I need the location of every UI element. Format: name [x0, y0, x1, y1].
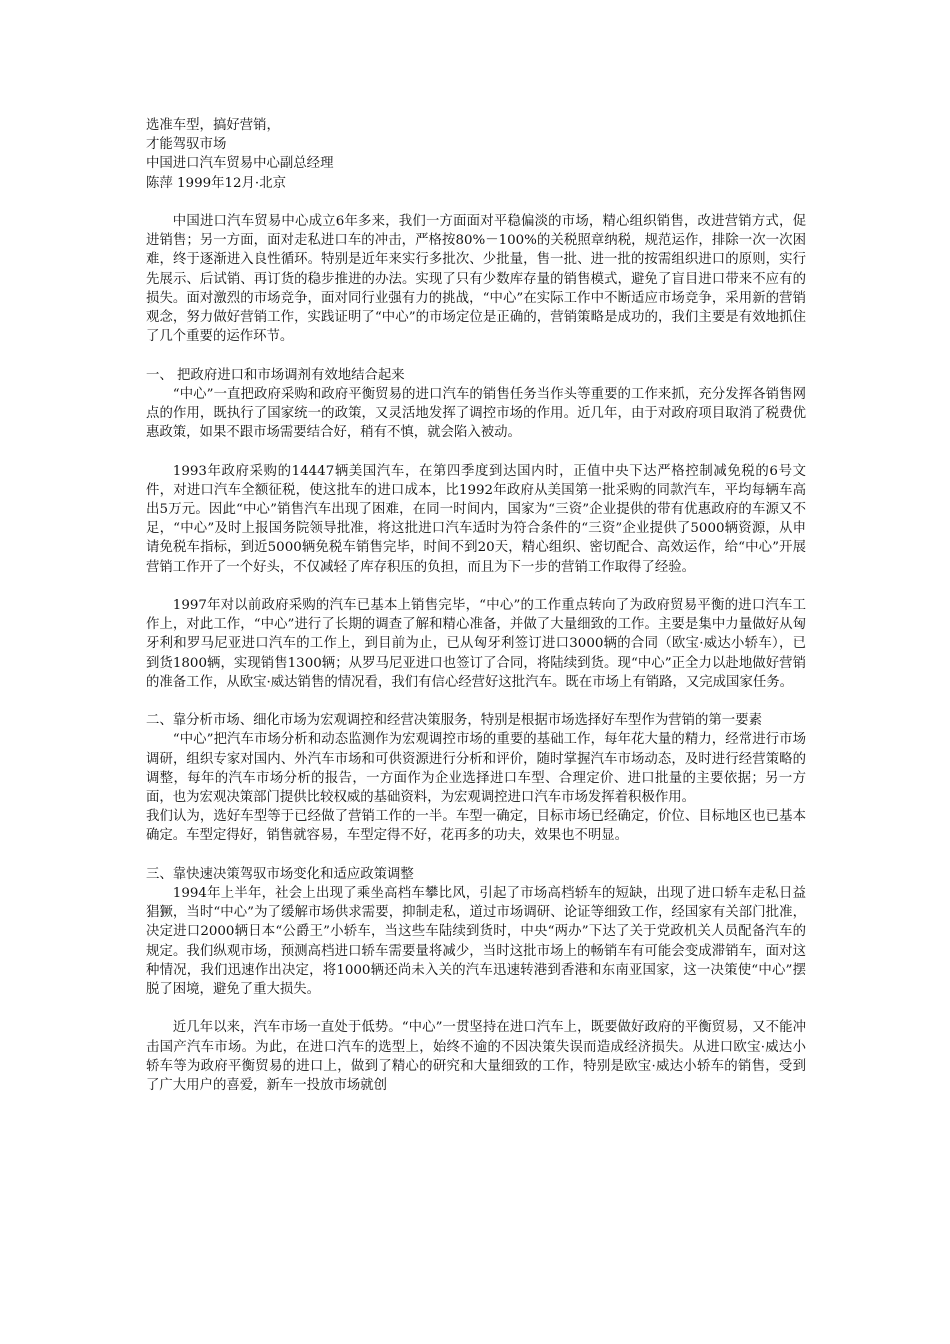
document-page [146, 116, 806, 1095]
section-2-paragraph-2: 我们认为，选好车型等于已经做了营销工作的一半。车型一确定，目标市场已经确定，价位、目标地区也已基本确定。车型定得好，销售就容易，车型定得不好，花再多的功夫，效果也不明显。 [146, 809, 806, 844]
section-2-paragraph-1: “中心”把汽车市场分析和动态监测作为宏观调控市场的重要的基础工作，每年花大量的精力，经常进行市场调研，组织专家对国内、外汽车市场和可供资源进行分析和评价，随时掌握汽车市场动态，及时进行经营策略的调整，每年的汽车市场分析的报告，一方面作为企业选择进口车型、合理定价、进口批量的主要依据；另一方面，也为宏观决策部门提供比较权威的基础资料，为宏观调控进口汽车市场发挥着积极作用。 [146, 732, 806, 806]
spacer [146, 999, 806, 1018]
author-date-line: 陈萍 1999年12月·北京 [146, 175, 286, 191]
section-1-paragraph-1: “中心”一直把政府采购和政府平衡贸易的进口汽车的销售任务当作头等重要的工作来抓，充分发挥各销售网点的作用，既执行了国家统一的政策，又灵活地发挥了调控市场的作用。近几年，由于对政府项目取消了税费优惠政策，如果不跟市场需要结合好，稍有不慎，就会陷入被动。 [146, 386, 806, 441]
section-1-paragraph-2: 1993年政府采购的14447辆美国汽车，在第四季度到达国内时，正值中央下达严格控制减免税的6号文件，对进口汽车全额征税，使这批车的进口成本，比1992年政府从美国第一批采购的同款汽车，平均每辆车高出5万元。因此“中心”销售汽车出现了困难，在同一时间内，国家为“三资”企业提供的带有优惠政府的车源又不足，“中心”及时上报国务院领导批准，将这批进口汽车适时为符合条件的“三资”企业提供了5000辆资源，从申请免税车指标，到近5000辆免税车销售完毕，时间不到20天，精心组织、密切配合、高效运作，给“中心”开展营销工作开了一个好头，不仅减轻了库存积压的负担，而且为下一步的营销工作取得了经验。 [146, 463, 806, 575]
section-1-heading: 一、 把政府进口和市场调剂有效地结合起来 [146, 367, 405, 383]
title-line-1: 选准车型，搞好营销， [146, 118, 280, 133]
section-1-paragraph-3: 1997年对以前政府采购的汽车已基本上销售完毕，“中心”的工作重点转向了为政府贸易平衡的进口汽车工作上，对此工作，“中心”进行了长期的调查了解和精心准备，并做了大量细致的工作。主要是集中力量做好从匈牙利和罗马尼亚进口汽车的工作上，到目前为止，已从匈牙利签订进口3000辆的合同（欧宝·威达小轿车），已到货1800辆，实现销售1300辆；从罗马尼亚进口也签订了合同，将陆续到货。现“中心”正全力以赴地做好营销的准备工作，从欧宝·威达销售的情况看，我们有信心经营好这批汽车。既在市场上有销路，又完成国家任务。 [146, 598, 806, 690]
section-3-paragraph-2: 近几年以来，汽车市场一直处于低势。“中心”一贯坚持在进口汽车上，既要做好政府的平衡贸易，又不能冲击国产汽车市场。为此，在进口汽车的选型上，始终不逾的不因决策失误而造成经济损失。从进口欧宝·威达小轿车等为政府平衡贸易的进口上，做到了精心的研究和大量细致的工作，特别是欧宝·威达小轿车的销售，受到了广大用户的喜爱，新车一投放市场就创 [146, 1020, 806, 1094]
section-2-heading: 二、靠分析市场、细化市场为宏观调控和经营决策服务，特别是根据市场选择好车型作为营销的第一要素 [146, 713, 762, 729]
intro-paragraph: 中国进口汽车贸易中心成立6年多来，我们一方面面对平稳偏淡的市场，精心组织销售，改进营销方式，促进销售；另一方面，面对走私进口车的冲击，严格按80%－100%的关税照章纳税，规范运作，排除一次一次困难，终于逐渐进入良性循环。特别是近年来实行多批次、少批量，售一批、进一批的按需组织进口的原则，实行先展示、后试销、再订货的稳步推进的办法。实现了只有少数库存量的销售模式，避免了盲目进口带来不应有的损失。面对激烈的市场竞争，面对同行业强有力的挑战，“中心”在实际工作中不断适应市场竞争，采用新的营销观念，努力做好营销工作，实践证明了“中心”的市场定位是正确的，营销策略是成功的，我们主要是有效地抓住了几个重要的运作环节。 [146, 214, 806, 345]
section-3-paragraph-1: 1994年上半年，社会上出现了乘坐高档车攀比风，引起了市场高档轿车的短缺，出现了进口轿车走私日益猖獗，当时“中心”为了缓解市场供求需要，抑制走私，道过市场调研、论证等细致工作，经国家有关部门批准，决定进口2000辆日本“公爵王”小轿车，当这些车陆续到货时，中央“两办”下达了关于党政机关人员配备汽车的规定。我们纵观市场，预测高档进口轿车需要量将减少，当时这批市场上的畅销车有可能会变成滞销车，面对这种情况，我们迅速作出决定，将1000辆还尚未入关的汽车迅速转港到香港和东南亚国家，这一决策使“中心”摆脱了困境，避免了重大损失。 [146, 886, 806, 998]
spacer [146, 846, 806, 865]
section-3-heading: 三、靠快速决策驾驭市场变化和适应政策调整 [146, 866, 414, 882]
spacer [146, 193, 806, 212]
title-line-2: 才能驾驭市场 [146, 137, 227, 153]
spacer [146, 577, 806, 596]
author-title-line: 中国进口汽车贸易中心副总经理 [146, 156, 334, 172]
spacer [146, 346, 806, 365]
spacer [146, 692, 806, 711]
spacer [146, 442, 806, 461]
title-block [146, 116, 806, 193]
